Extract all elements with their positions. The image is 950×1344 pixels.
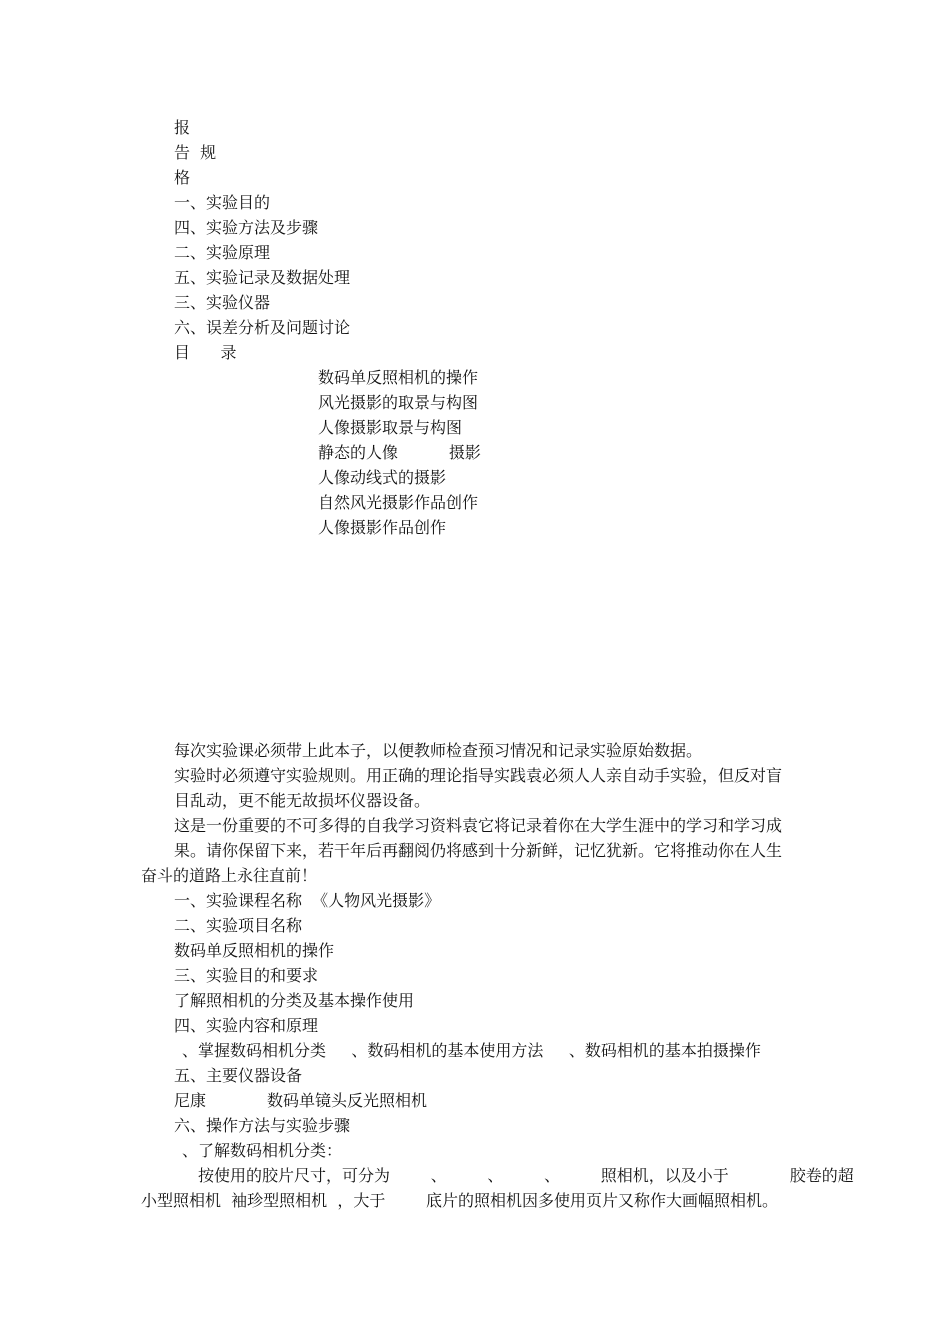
note-paragraph: 这是一份重要的不可多得的自我学习资料袁它将记录着你在大学生涯中的学习和学习成 — [174, 816, 783, 835]
toc-title: 目 录 — [174, 343, 237, 362]
toc-item: 人像摄影取景与构图 — [318, 418, 463, 437]
toc-item: 人像摄影作品创作 — [318, 518, 447, 537]
note-paragraph: 果。请你保留下来，若干年后再翻阅仍将感到十分新鲜，记忆犹新。它将推动你在人生 — [174, 841, 783, 860]
spec-item: 一、实验目的 — [174, 193, 271, 212]
step-heading: 、了解数码相机分类： — [182, 1141, 343, 1160]
toc-item: 静态的人像 摄影 — [318, 443, 481, 462]
section-heading: 三、实验目的和要求 — [174, 966, 319, 985]
section-heading: 五、主要仪器设备 — [174, 1066, 303, 1085]
equipment-text: 尼康 数码单镜头反光照相机 — [174, 1091, 428, 1110]
section-heading: 二、实验项目名称 — [174, 916, 303, 935]
project-name: 数码单反照相机的操作 — [174, 941, 335, 960]
toc-item: 人像动线式的摄影 — [318, 468, 447, 487]
goal-text: 了解照相机的分类及基本操作使用 — [174, 991, 415, 1010]
spec-item: 四、实验方法及步骤 — [174, 218, 319, 237]
note-paragraph: 每次实验课必须带上此本子，以便教师检查预习情况和记录实验原始数据。 — [174, 741, 703, 760]
spec-line: 格 — [174, 168, 191, 187]
toc-item: 数码单反照相机的操作 — [318, 368, 479, 387]
note-paragraph: 目乱动，更不能无故损坏仪器设备。 — [174, 791, 431, 810]
spec-item: 五、实验记录及数据处理 — [174, 268, 351, 287]
spec-line: 告 规 — [174, 143, 217, 162]
note-paragraph: 实验时必须遵守实验规则。用正确的理论指导实践袁必须人人亲自动手实验，但反对盲 — [174, 766, 783, 785]
section-heading: 四、实验内容和原理 — [174, 1016, 319, 1035]
content-text: 、掌握数码相机分类 、数码相机的基本使用方法 、数码相机的基本拍摄操作 — [182, 1041, 761, 1060]
toc-item: 自然风光摄影作品创作 — [318, 493, 479, 512]
course-name: 一、实验课程名称 《人物风光摄影》 — [174, 891, 441, 910]
spec-item: 六、误差分析及问题讨论 — [174, 318, 351, 337]
step-paragraph: 按使用的胶片尺寸，可分为 、 、 、 照相机，以及小于 胶卷的超 — [198, 1166, 854, 1185]
section-heading: 六、操作方法与实验步骤 — [174, 1116, 351, 1135]
spec-item: 二、实验原理 — [174, 243, 271, 262]
note-paragraph: 奋斗的道路上永往直前！ — [141, 866, 318, 885]
spec-item: 三、实验仪器 — [174, 293, 271, 312]
spec-line: 报 — [174, 118, 191, 137]
toc-item: 风光摄影的取景与构图 — [318, 393, 479, 412]
step-paragraph: 小型照相机 袖珍型照相机 ，大于 底片的照相机因多使用页片又称作大画幅照相机。 — [141, 1191, 779, 1210]
